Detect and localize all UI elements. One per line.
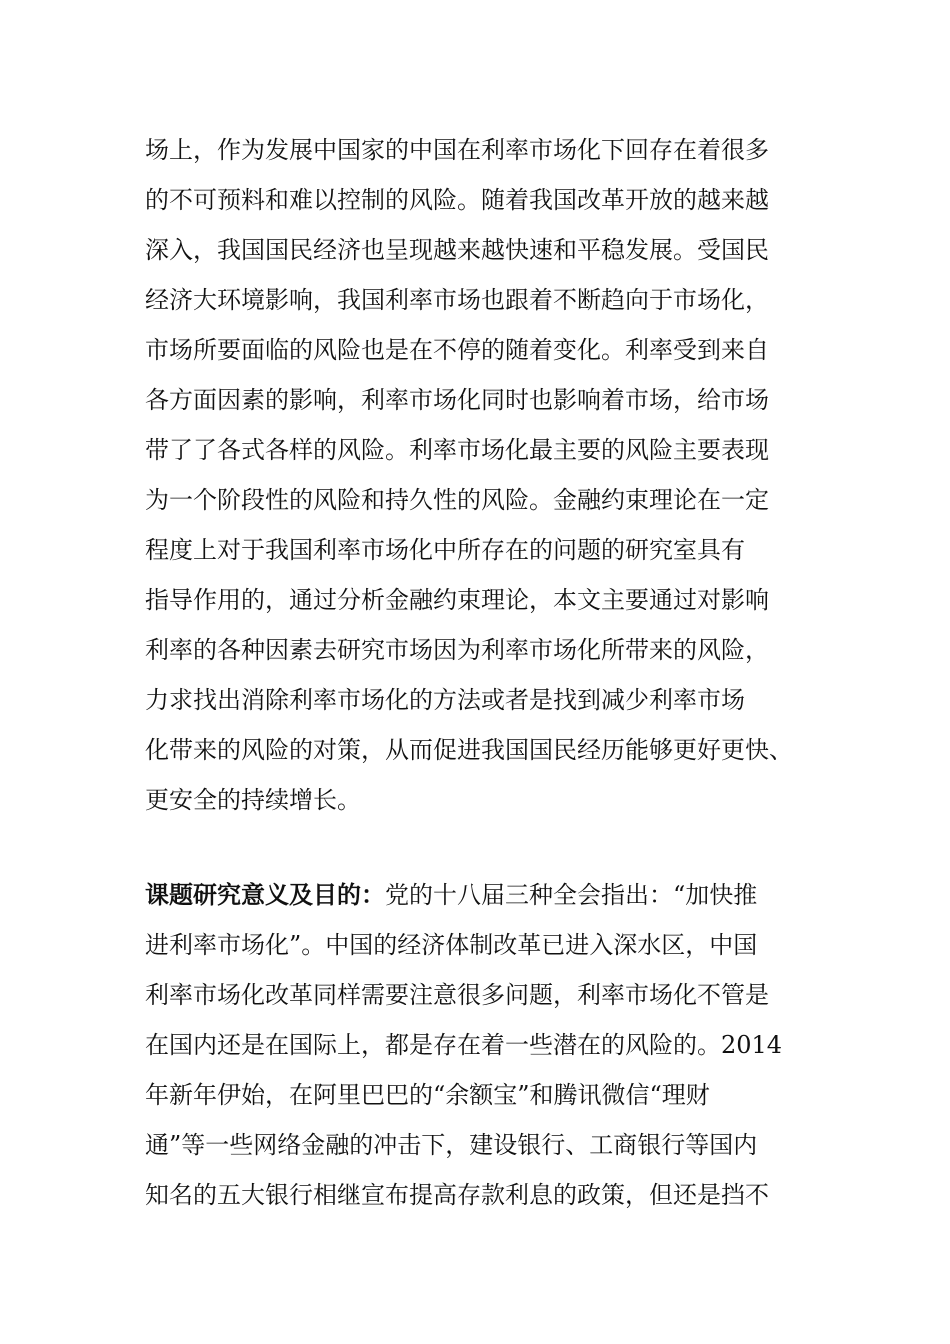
paragraph-line: 经济大环境影响，我国利率市场也跟着不断趋向于市场化， — [145, 286, 769, 314]
paragraph-line: 进利率市场化”。中国的经济体制改革已进入深水区，中国 — [145, 931, 758, 959]
first-line-text: 党的十八届三种全会指出：“加快推 — [385, 881, 758, 909]
paragraph-line: 年新年伊始，在阿里巴巴的“余额宝”和腾讯微信“理财 — [145, 1081, 710, 1109]
paragraph-2 — [145, 870, 835, 1220]
paragraph-line: 的不可预料和难以控制的风险。随着我国改革开放的越来越 — [145, 186, 769, 214]
paragraph-line: 利率的各种因素去研究市场因为利率市场化所带来的风险， — [145, 636, 769, 664]
paragraph-line: 带了了各式各样的风险。利率市场化最主要的风险主要表现 — [145, 436, 769, 464]
paragraph-line: 更安全的持续增长。 — [145, 786, 361, 814]
paragraph-line: 为一个阶段性的风险和持久性的风险。金融约束理论在一定 — [145, 486, 769, 514]
paragraph-line: 指导作用的，通过分析金融约束理论，本文主要通过对影响 — [145, 586, 769, 614]
paragraph-1 — [145, 125, 835, 825]
paragraph-line: 利率市场化改革同样需要注意很多问题，利率市场化不管是 — [145, 981, 769, 1009]
paragraph-line: 各方面因素的影响，利率市场化同时也影响着市场，给市场 — [145, 386, 769, 414]
paragraph-line: 知名的五大银行相继宣布提高存款利息的政策，但还是挡不 — [145, 1181, 769, 1209]
paragraph-line: 化带来的风险的对策，从而促进我国国民经历能够更好更快、 — [145, 736, 793, 764]
paragraph-line: 场上，作为发展中国家的中国在利率市场化下回存在着很多 — [145, 136, 769, 164]
paragraph-first-line — [145, 870, 835, 920]
paragraph-line: 市场所要面临的风险也是在不停的随着变化。利率受到来自 — [145, 336, 769, 364]
section-lead-heading: 课题研究意义及目的： — [145, 880, 385, 909]
paragraph-line: 深入，我国国民经济也呈现越来越快速和平稳发展。受国民 — [145, 236, 769, 264]
paragraph-line: 力求找出消除利率市场化的方法或者是找到减少利率市场 — [145, 686, 745, 714]
paragraph-line: 在国内还是在国际上，都是存在着一些潜在的风险的。2014 — [145, 1031, 783, 1059]
paragraph-line: 通”等一些网络金融的冲击下，建设银行、工商银行等国内 — [145, 1131, 758, 1159]
paragraph-line: 程度上对于我国利率市场化中所存在的问题的研究室具有 — [145, 536, 745, 564]
